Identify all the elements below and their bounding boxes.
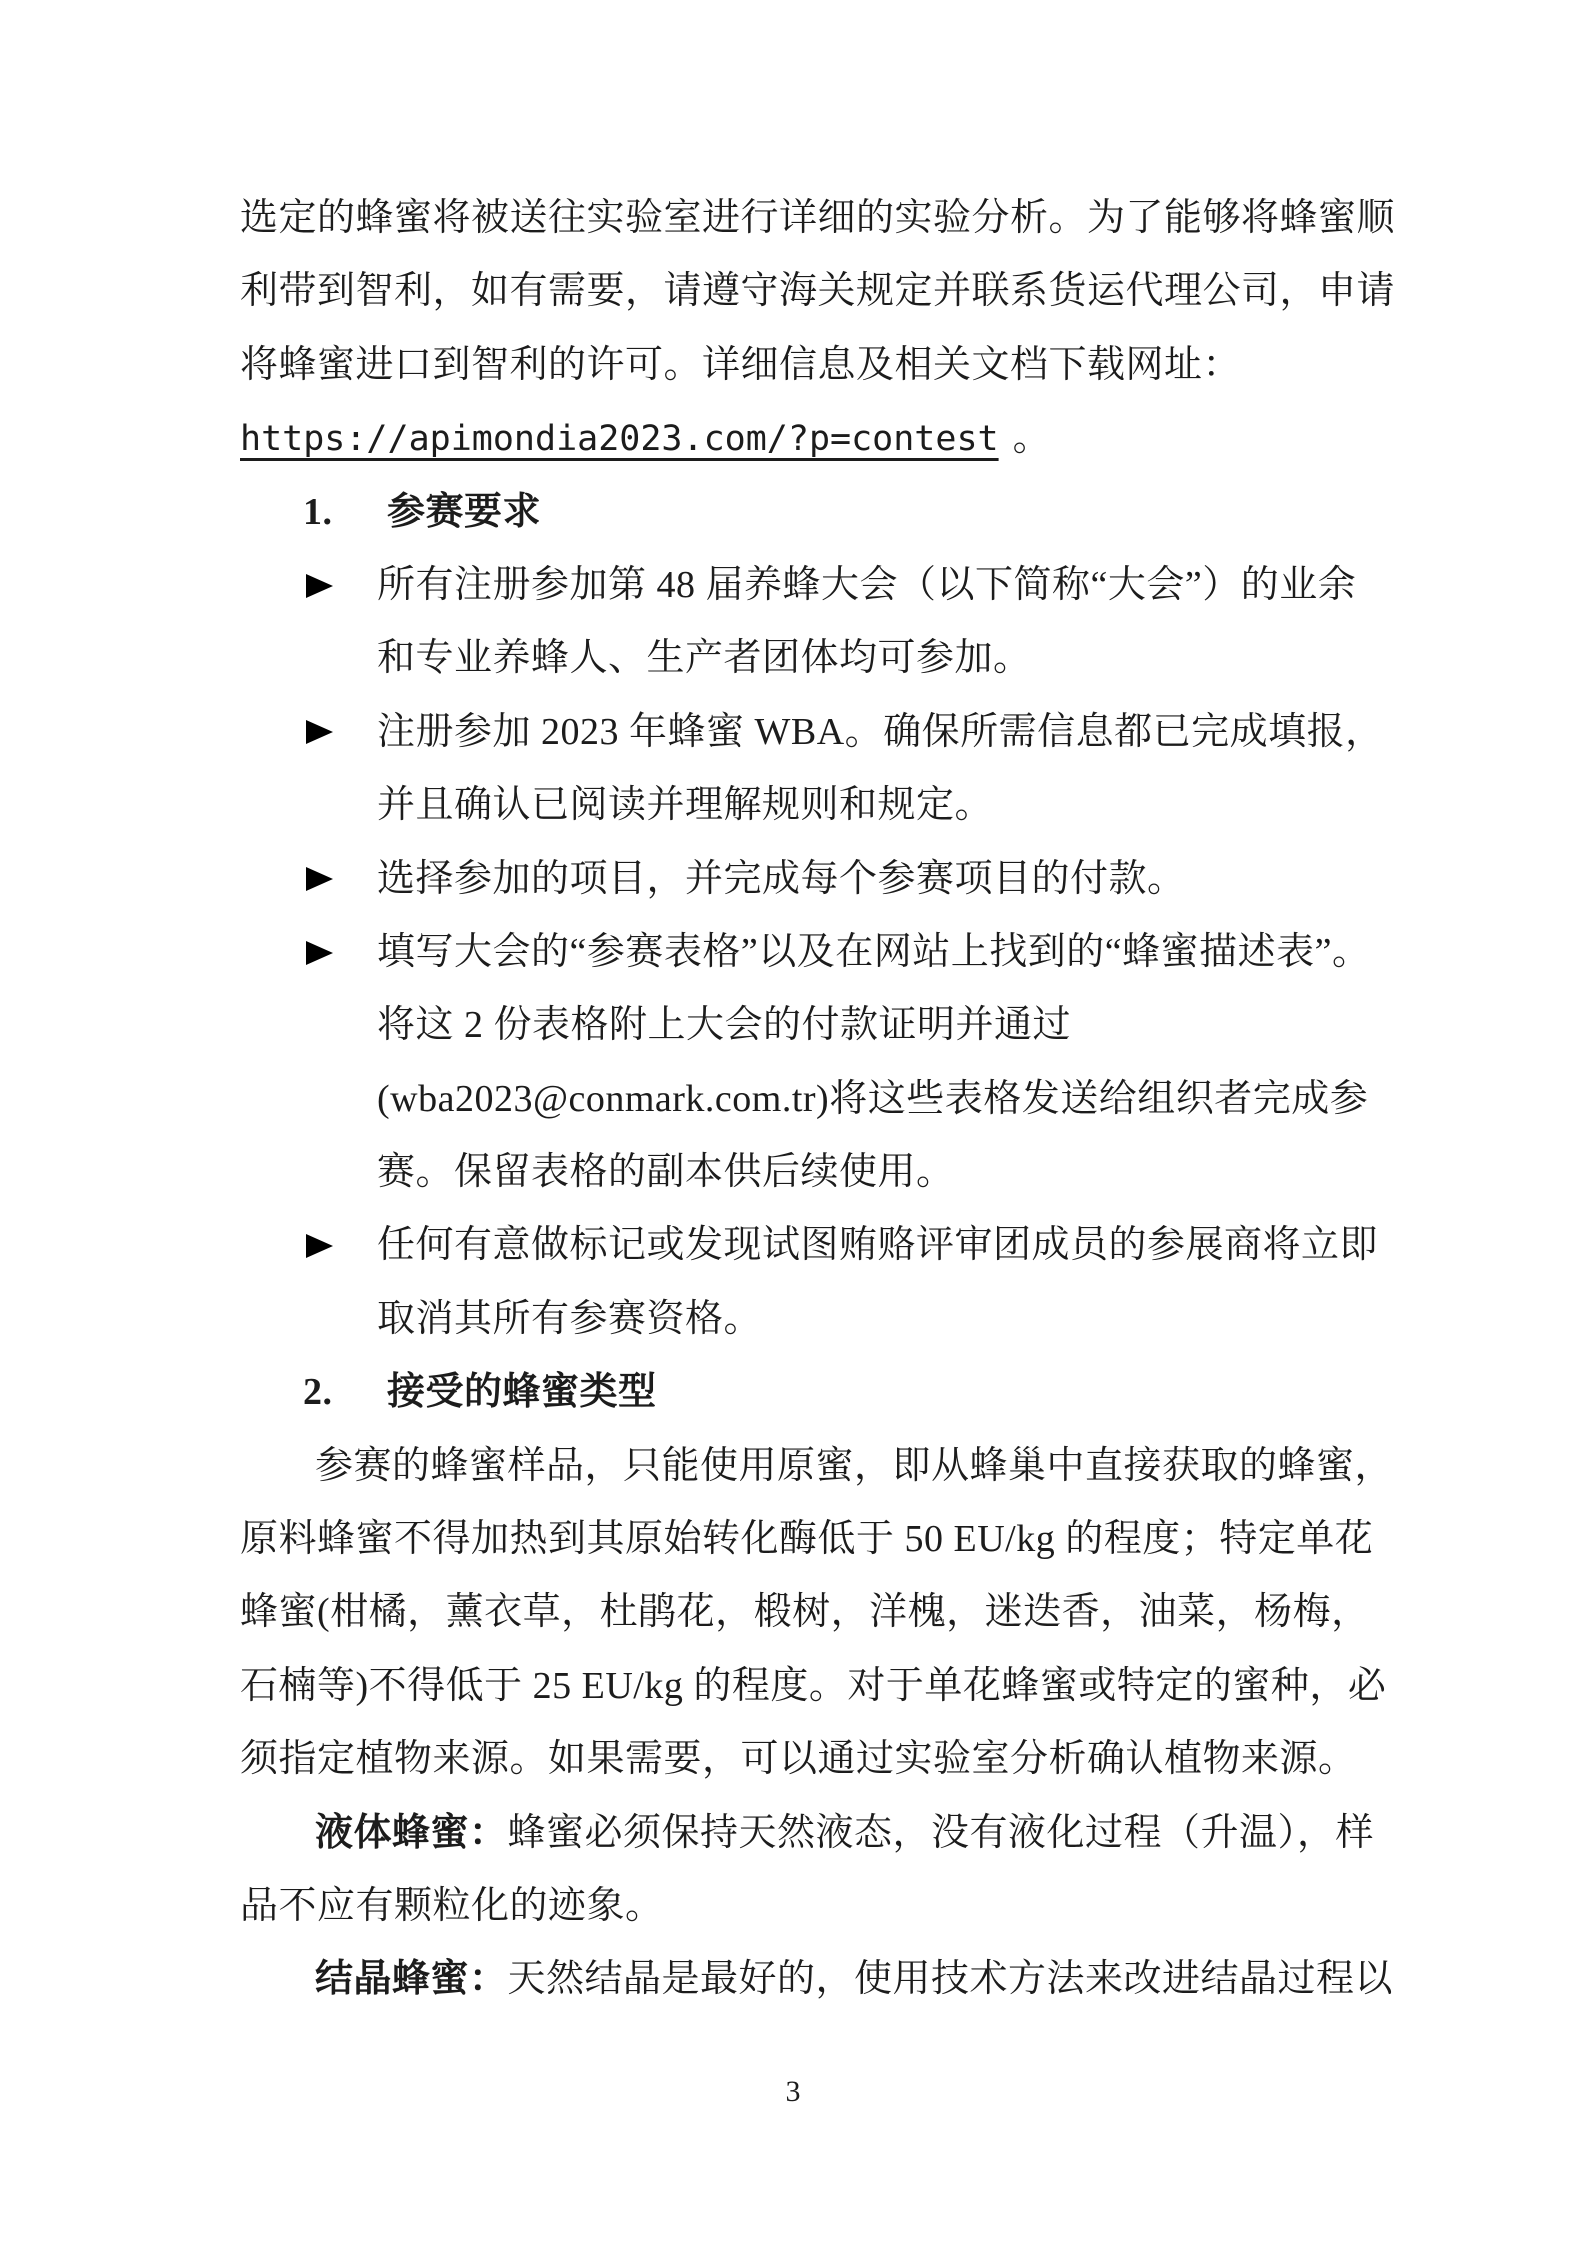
heading-label: 接受的蜂蜜类型: [387, 1371, 657, 1414]
text-line: 将蜂蜜进口到智利的许可。详细信息及相关文档下载网址：: [240, 343, 1242, 386]
bullet-arrow-icon: [306, 941, 333, 965]
text-line: 须指定植物来源。如果需要，可以通过实验室分析确认植物来源。: [240, 1738, 1357, 1781]
bullet-text: 选择参加的项目，并完成每个参赛项目的付款。: [377, 857, 1186, 900]
url-line: [240, 402, 1346, 475]
text-line: 品不应有颗粒化的迹象。: [240, 1884, 664, 1927]
bullet-text: 任何有意做标记或发现试图贿赂评审团成员的参展商将立即: [377, 1224, 1379, 1267]
text-line: 蜂蜜(柑橘，薰衣草，杜鹃花，椴树，洋槐，迷迭香，油菜，杨梅，: [240, 1591, 1370, 1634]
text-line: [240, 1797, 1375, 1870]
bullet-text: 注册参加 2023 年蜂蜜 WBA。确保所需信息都已完成填报，: [377, 710, 1384, 753]
text-line: 和专业养蜂人、生产者团体均可参加。: [377, 637, 1032, 680]
bullet-item: [240, 1209, 1379, 1282]
bullet-arrow-icon: [306, 720, 333, 744]
text-line: 利带到智利，如有需要，请遵守海关规定并联系货运代理公司，申请: [240, 270, 1396, 313]
page-number: 3: [785, 2075, 801, 2108]
bullet-item: [240, 916, 1371, 989]
text-line: 赛。保留表格的副本供后续使用。: [377, 1151, 955, 1194]
text-line: 并且确认已阅读并理解规则和规定。: [377, 784, 994, 827]
lead-label: 结晶蜂蜜：: [315, 1958, 508, 2001]
bullet-arrow-icon: [306, 574, 333, 598]
url-suffix: 。: [1012, 417, 1052, 460]
bullet-arrow-icon: [306, 1234, 333, 1258]
bullet-item: [240, 843, 1346, 916]
text-line: 参赛的蜂蜜样品，只能使用原蜜，即从蜂巢中直接获取的蜂蜜，: [315, 1444, 1394, 1487]
line-text: 天然结晶是最好的，使用技术方法来改进结晶过程以: [507, 1958, 1394, 2001]
bullet-item: [240, 696, 1384, 769]
url-link[interactable]: https://apimondia2023.com/?p=contest: [240, 419, 999, 460]
bullet-text: 所有注册参加第 48 届养蜂大会（以下简称“大会”）的业余: [377, 563, 1357, 606]
text-line: 选定的蜂蜜将被送往实验室进行详细的实验分析。为了能够将蜂蜜顺: [240, 197, 1396, 239]
bullet-item: [240, 549, 1357, 622]
section-heading: [240, 476, 1346, 549]
text-line: [240, 1943, 1394, 2016]
text-line: 石楠等)不得低于 25 EU/kg 的程度。对于单花蜂蜜或特定的蜜种，必: [240, 1664, 1387, 1707]
text-line: (wba2023@conmark.com.tr)将这些表格发送给组织者完成参: [377, 1077, 1369, 1120]
heading-number: 1.: [303, 490, 333, 533]
text-line: 原料蜂蜜不得加热到其原始转化酶低于 50 EU/kg 的程度；特定单花: [240, 1518, 1374, 1561]
line-text: 蜂蜜必须保持天然液态，没有液化过程（升温），样: [507, 1811, 1375, 1854]
heading-label: 参赛要求: [387, 490, 542, 533]
document-body: [240, 182, 1396, 2017]
bullet-text: 填写大会的“参赛表格”以及在网站上找到的“蜂蜜描述表”。: [377, 930, 1371, 973]
lead-label: 液体蜂蜜：: [315, 1811, 508, 1854]
text-line: 将这 2 份表格附上大会的付款证明并通过: [377, 1004, 1072, 1047]
bullet-arrow-icon: [306, 867, 333, 891]
text-line: 取消其所有参赛资格。: [377, 1297, 763, 1340]
section-heading: [240, 1356, 1346, 1429]
heading-number: 2.: [303, 1371, 333, 1414]
